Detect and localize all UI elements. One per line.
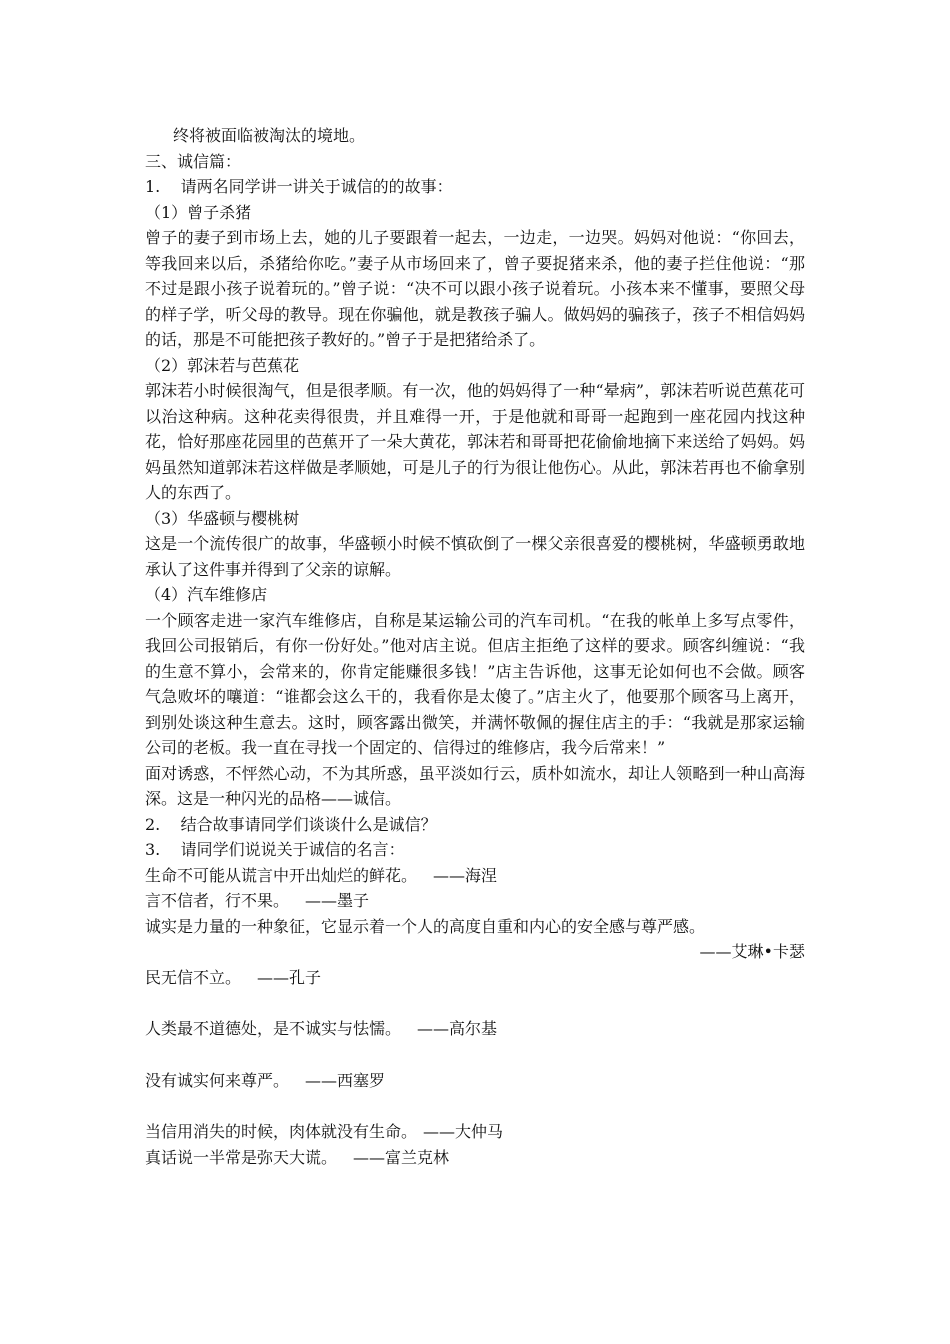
quote-4 xyxy=(145,965,805,991)
question-3: 3. 请同学们说说关于诚信的名言： xyxy=(145,840,405,859)
story-title-1: （1）曾子杀猪 xyxy=(145,202,252,222)
quote-6 xyxy=(145,1068,805,1094)
quote-text: 民无信不立。 xyxy=(145,967,242,987)
quote-author: ——高尔基 xyxy=(417,1019,498,1038)
story-title-3: （3）华盛顿与樱桃树 xyxy=(145,508,300,528)
quote-author: ——西塞罗 xyxy=(305,1070,386,1090)
quote-text: 言不信者，行不果。 xyxy=(145,891,290,910)
question-1: 1. 请两名同学讲一讲关于诚信的的故事： xyxy=(145,177,453,196)
quote-text: 当信用消失的时候，肉体就没有生命。 xyxy=(145,1122,418,1141)
story-title-4: （4）汽车维修店 xyxy=(145,585,268,604)
quote-author: ——艾琳•卡瑟 xyxy=(699,942,805,961)
quote-text: 生命不可能从谎言中开出灿烂的鲜花。 xyxy=(145,865,418,885)
quote-author: ——墨子 xyxy=(305,891,370,910)
blank-line xyxy=(145,990,805,1016)
quote-text: 诚实是力量的一种象征，它显示着一个人的高度自重和内心的安全感与尊严感。 xyxy=(145,916,706,936)
blank-line xyxy=(145,1093,805,1119)
quote-3 xyxy=(145,914,805,940)
intro-line: 终将被面临被淘汰的境地。 xyxy=(173,126,366,145)
conclusion-paragraph: 面对诱惑，不怦然心动，不为其所惑，虽平淡如行云，质朴如流水，却让人领略到一种山高海深。这是一种闪光的品格——诚信。 xyxy=(145,763,805,808)
quote-text: 真话说一半常是弥天大谎。 xyxy=(145,1147,338,1167)
section-title: 三、诚信篇： xyxy=(145,151,242,171)
story-title-2: （2）郭沫若与芭蕉花 xyxy=(145,355,300,375)
document-page xyxy=(145,123,805,1170)
question-2: 2. 结合故事请同学们谈谈什么是诚信？ xyxy=(145,814,437,834)
story-body-4: 一个顾客走进一家汽车维修店，自称是某运输公司的汽车司机。“在我的帐单上多写点零件，我回公司报销后，有你一份好处。”他对店主说。但店主拒绝了这样的要求。顾客纠缠说：“我的生意不算小，会常来的，你肯定能赚很多钱！”店主告诉他，这事无论如何也不会做。顾客气急败坏的嚷道：“谁都会这么干的，我看你是太傻了。”店主火了，他要那个顾客马上离开，到别处谈这种生意去。这时，顾客露出微笑，并满怀敬佩的握住店主的手：“我就是那家运输公司的老板。我一直在寻找一个固定的、信得过的维修店，我今后常来！” xyxy=(145,610,805,757)
quote-author: ——大仲马 xyxy=(423,1122,504,1141)
quote-author: ——富兰克林 xyxy=(353,1147,450,1167)
quote-7 xyxy=(145,1119,805,1145)
quote-8 xyxy=(145,1145,805,1171)
blank-line xyxy=(145,1042,805,1068)
story-body-3: 这是一个流传很广的故事，华盛顿小时候不慎砍倒了一棵父亲很喜爱的樱桃树，华盛顿勇敢地承认了这件事并得到了父亲的谅解。 xyxy=(145,534,805,579)
story-body-2: 郭沫若小时候很淘气，但是很孝顺。有一次，他的妈妈得了一种“晕病”，郭沫若听说芭蕉花可以治这种病。这种花卖得很贵，并且难得一开，于是他就和哥哥一起跑到一座花园内找这种花，恰好那座花园里的芭蕉开了一朵大黄花，郭沫若和哥哥把花偷偷地摘下来送给了妈妈。妈妈虽然知道郭沫若这样做是孝顺她，可是儿子的行为很让他伤心。从此，郭沫若再也不偷拿别人的东西了。 xyxy=(145,381,805,502)
quote-text: 人类最不道德处，是不诚实与怯懦。 xyxy=(145,1019,402,1038)
quote-author: ——孔子 xyxy=(257,967,322,987)
quote-5 xyxy=(145,1016,805,1042)
quote-1 xyxy=(145,863,805,889)
quote-text: 没有诚实何来尊严。 xyxy=(145,1070,290,1090)
quote-author: ——海涅 xyxy=(433,865,498,885)
quote-2 xyxy=(145,888,805,914)
quote-3-author-line xyxy=(145,939,805,965)
story-body-1: 曾子的妻子到市场上去，她的儿子要跟着一起去，一边走，一边哭。妈妈对他说：“你回去，等我回来以后，杀猪给你吃。”妻子从市场回来了，曾子要捉猪来杀，他的妻子拦住他说：“那不过是跟小孩子说着玩的。”曾子说：“决不可以跟小孩子说着玩。小孩本来不懂事，要照父母的样子学，听父母的教导。现在你骗他，就是教孩子骗人。做妈妈的骗孩子，孩子不相信妈妈的话，那是不可能把孩子教好的。”曾子于是把猪给杀了。 xyxy=(145,228,805,349)
